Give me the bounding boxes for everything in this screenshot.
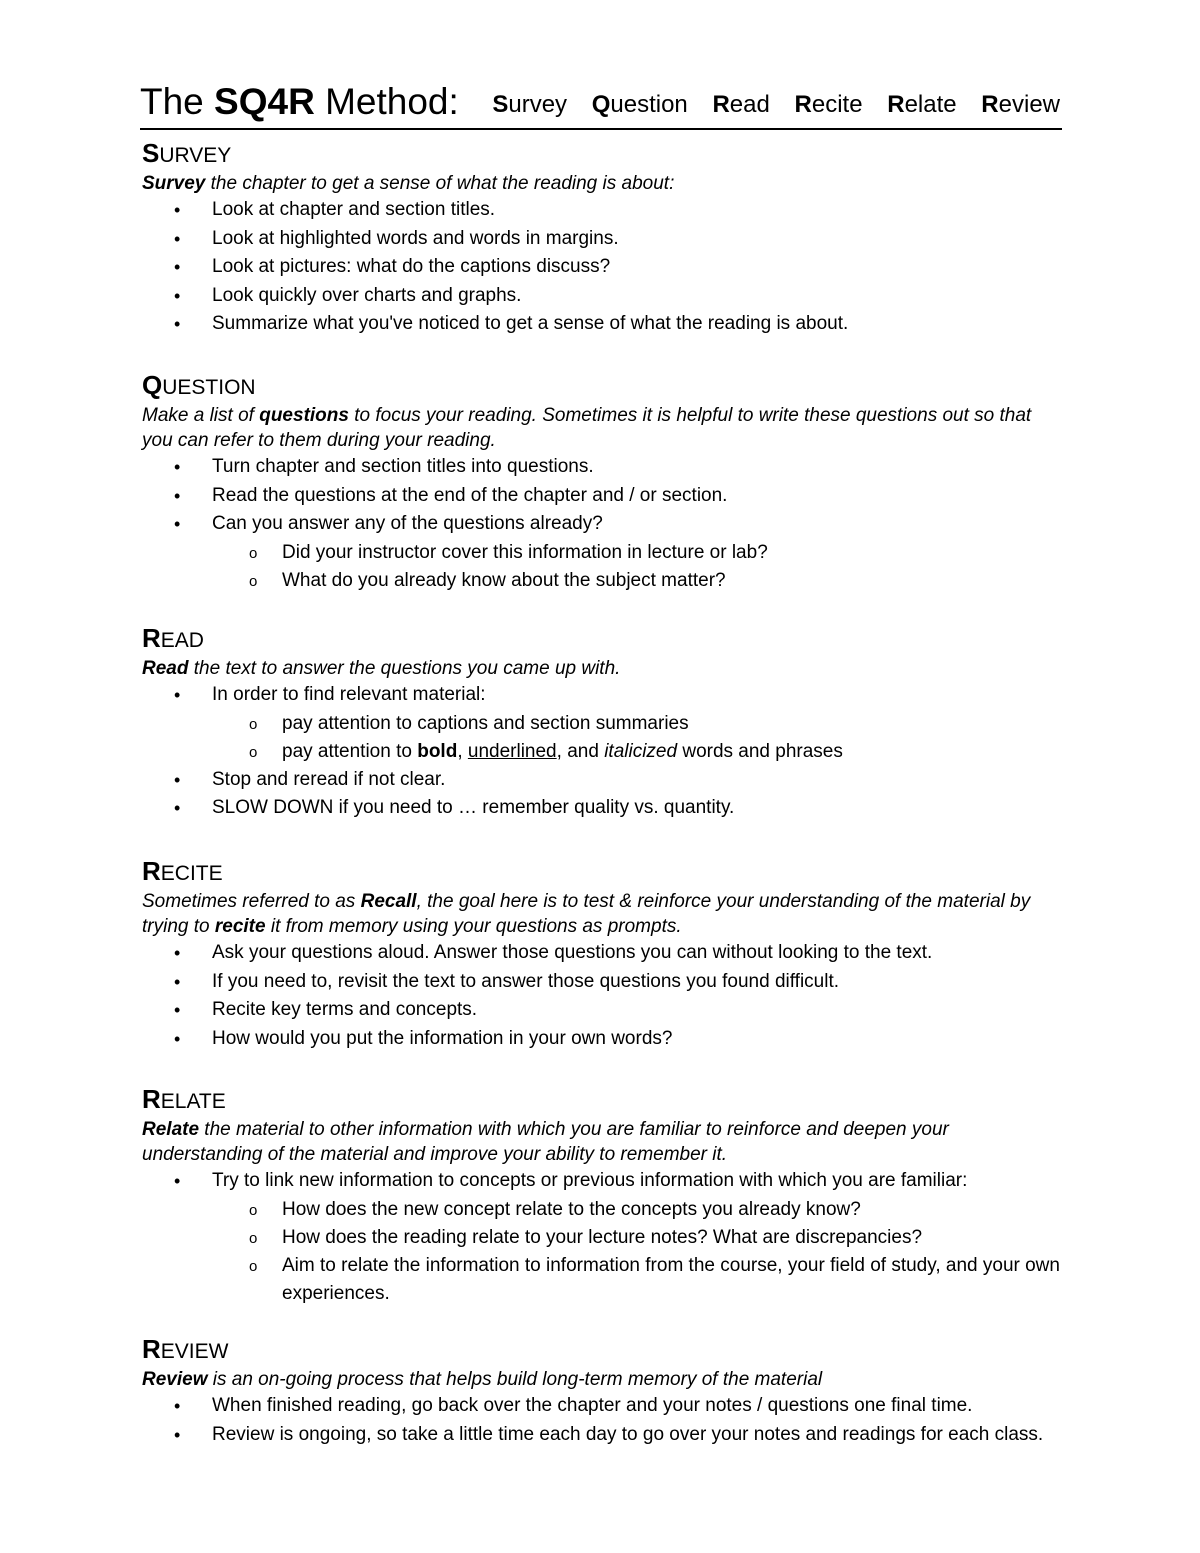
step-review: Review: [981, 91, 1060, 118]
list-item: • Recite key terms and concepts.: [142, 996, 1062, 1025]
list-item: • Stop and reread if not clear.: [142, 766, 1062, 795]
section-intro: Make a list of questions to focus your reading. Sometimes it is helpful to write these questions out so that you can refer to them during your reading.: [142, 405, 1032, 451]
section-intro: Survey the chapter to get a sense of what the reading is about:: [142, 173, 675, 194]
sub-list-item: o Aim to relate the information to information from the course, your field of study, and your own experiences.: [249, 1254, 1060, 1304]
bullet-list: [142, 681, 1062, 823]
method-steps: [474, 89, 1060, 121]
section-intro: Review is an on-going process that helps build long-term memory of the material: [142, 1369, 823, 1390]
title-prefix: The: [140, 81, 204, 122]
list-item: • SLOW DOWN if you need to … remember quality vs. quantity.: [142, 794, 1062, 823]
section-heading: REVIEW: [142, 1334, 229, 1364]
list-item: • Try to link new information to concepts or previous information with which you are familiar: o How does the new concept relate to the concepts you already know? o How does the reading relate to your lecture notes? What are discrepancies? o Aim to relate the information to information from the course, your field of study, and your own experiences.: [142, 1167, 1062, 1308]
list-item: • How would you put the information in your own words?: [142, 1025, 1062, 1054]
bullet-list: [142, 939, 1062, 1053]
section-heading: RELATE: [142, 1084, 226, 1114]
sub-list-item: o Did your instructor cover this information in lecture or lab?: [249, 541, 768, 563]
list-item: • Look at chapter and section titles.: [142, 196, 1062, 225]
section-review: [142, 1336, 1062, 1449]
bullet-list: [142, 1392, 1062, 1449]
list-item: • In order to find relevant material: o pay attention to captions and section summaries o pay attention to bold, underlined, and italicized words and phrases: [142, 681, 1062, 766]
page-header: [140, 80, 1062, 130]
step-relate: Relate: [887, 91, 957, 118]
section-question: [142, 372, 1062, 595]
sub-list-item: o pay attention to captions and section summaries: [249, 712, 689, 734]
section-heading: RECITE: [142, 856, 223, 886]
sub-list-item: o How does the new concept relate to the concepts you already know?: [249, 1198, 861, 1220]
section-intro: Sometimes referred to as Recall, the goal here is to test & reinforce your understanding of the material by trying to recite it from memory using your questions as prompts.: [142, 891, 1031, 937]
page-title: [140, 80, 459, 124]
sub-list-item: o pay attention to bold, underlined, and italicized words and phrases: [249, 740, 843, 762]
bullet-list: [142, 1167, 1062, 1308]
section-read: [142, 625, 1062, 823]
list-item: • Read the questions at the end of the chapter and / or section.: [142, 482, 1062, 511]
section-recite: [142, 858, 1062, 1053]
sub-list-item: o How does the reading relate to your lecture notes? What are discrepancies?: [249, 1226, 923, 1248]
step-question: Question: [591, 91, 688, 118]
list-item: • When finished reading, go back over the chapter and your notes / questions one final time.: [142, 1392, 1062, 1421]
list-item: • If you need to, revisit the text to answer those questions you found difficult.: [142, 968, 1062, 997]
section-heading: SURVEY: [142, 138, 232, 168]
section-heading: QUESTION: [142, 370, 256, 400]
list-item: • Look at pictures: what do the captions discuss?: [142, 253, 1062, 282]
list-item: • Ask your questions aloud. Answer those questions you can without looking to the text.: [142, 939, 1062, 968]
step-recite: Recite: [794, 91, 863, 118]
section-survey: [142, 140, 1062, 339]
list-item: • Can you answer any of the questions already? o Did your instructor cover this information in lecture or lab? o What do you already know about the subject matter?: [142, 510, 1062, 595]
section-intro: Read the text to answer the questions you came up with.: [142, 658, 621, 679]
list-item: • Look quickly over charts and graphs.: [142, 282, 1062, 311]
bullet-list: [142, 453, 1062, 595]
list-item: • Turn chapter and section titles into questions.: [142, 453, 1062, 482]
title-suffix: Method:: [325, 81, 459, 122]
section-intro: Relate the material to other information with which you are familiar to reinforce and deepen your understanding of the material and improve your ability to remember it.: [142, 1119, 949, 1165]
step-read: Read: [712, 91, 770, 118]
sub-bullet-list: [212, 710, 1062, 766]
list-item: • Summarize what you've noticed to get a sense of what the reading is about.: [142, 310, 1062, 339]
list-item: • Look at highlighted words and words in margins.: [142, 225, 1062, 254]
step-survey: Survey: [492, 91, 568, 118]
sub-bullet-list: [212, 1196, 1062, 1308]
title-acronym: SQ4R: [214, 81, 315, 122]
list-item: • Review is ongoing, so take a little time each day to go over your notes and readings for each class.: [142, 1421, 1062, 1450]
section-relate: [142, 1086, 1062, 1308]
sub-bullet-list: [212, 539, 1062, 595]
section-heading: READ: [142, 623, 204, 653]
bullet-list: [142, 196, 1062, 339]
sub-list-item: o What do you already know about the subject matter?: [249, 569, 726, 591]
